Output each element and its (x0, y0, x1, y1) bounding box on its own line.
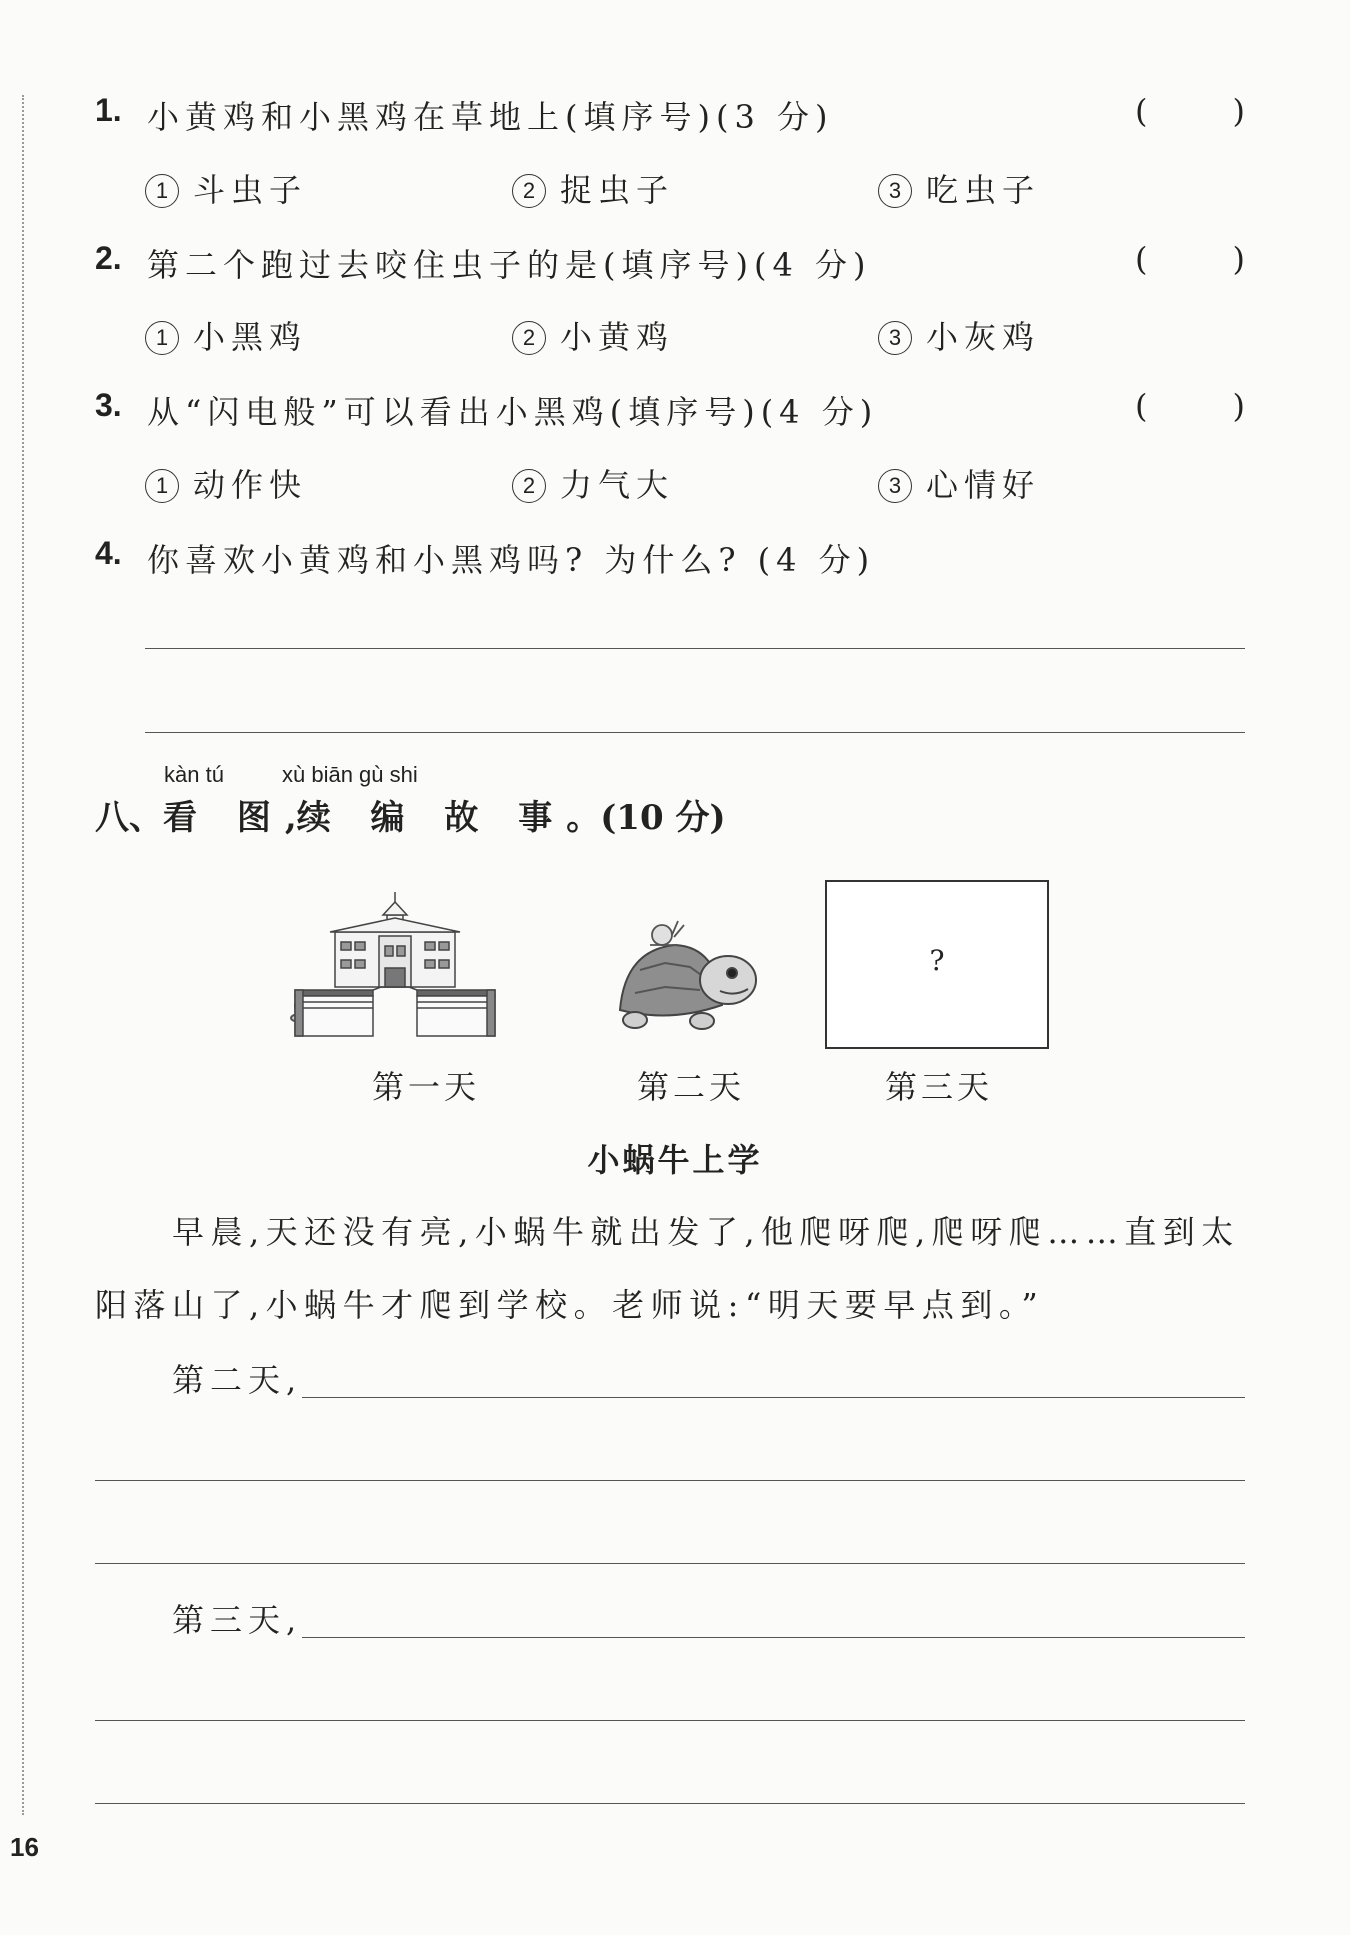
answer-line[interactable] (145, 648, 1245, 649)
snail-icon (650, 921, 684, 945)
circled-number-icon: 1 (145, 469, 179, 503)
writing-line[interactable] (95, 1803, 1245, 1804)
question-text: 你喜欢小黄鸡和小黑鸡吗? 为什么? (4 分) (147, 541, 876, 579)
day-two-label: 第二天, (172, 1361, 303, 1399)
question-1 (95, 92, 1245, 142)
circled-number-icon: 2 (512, 174, 546, 208)
option: 1 小黑鸡 (145, 312, 307, 358)
question-number: 4. (95, 535, 122, 571)
option: 3 小灰鸡 (878, 312, 1040, 358)
question-text: 第二个跑过去咬住虫子的是(填序号)(4 分) (147, 246, 872, 284)
writing-line[interactable] (302, 1637, 1245, 1638)
question-3 (95, 387, 1245, 437)
question-mark: ? (929, 944, 945, 977)
answer-blank[interactable]: ( ) (1135, 387, 1245, 425)
question-3-options (145, 460, 1145, 510)
option: 3 心情好 (878, 460, 1040, 506)
writing-line[interactable] (95, 1720, 1245, 1721)
writing-line[interactable] (95, 1480, 1245, 1481)
caption-day-three: 第三天 (885, 1068, 994, 1106)
pinyin-annotation: kàn tú (164, 762, 224, 787)
answer-blank[interactable]: ( ) (1135, 240, 1245, 278)
option: 3 吃虫子 (878, 165, 1040, 211)
question-4 (95, 535, 1245, 585)
school-snail-illustration (285, 890, 560, 1040)
question-number: 1. (95, 92, 122, 128)
answer-blank[interactable]: ( ) (1135, 92, 1245, 130)
option: 2 力气大 (512, 460, 674, 506)
circled-number-icon: 1 (145, 321, 179, 355)
story-paragraph-line: 阳落山了,小蜗牛才爬到学校。老师说:“明天要早点到。” (95, 1286, 1045, 1324)
question-1-options (145, 165, 1145, 215)
question-number: 3. (95, 387, 122, 423)
option: 1 斗虫子 (145, 165, 307, 211)
circled-number-icon: 3 (878, 174, 912, 208)
question-2-options (145, 312, 1145, 362)
page-number: 16 (10, 1832, 39, 1862)
circled-number-icon: 1 (145, 174, 179, 208)
school-building-icon (295, 892, 495, 1036)
pinyin-annotation: xù biān gù shi (282, 762, 418, 787)
binding-dotted-line (22, 95, 24, 1815)
third-day-picture-frame (825, 880, 1049, 1049)
question-2 (95, 240, 1245, 290)
question-number: 2. (95, 240, 122, 276)
story-paragraph-line: 早晨,天还没有亮,小蜗牛就出发了,他爬呀爬,爬呀爬……直到太 (172, 1213, 1240, 1251)
question-text: 从“闪电般”可以看出小黑鸡(填序号)(4 分) (147, 393, 879, 431)
circled-number-icon: 2 (512, 321, 546, 355)
circled-number-icon: 3 (878, 321, 912, 355)
circled-number-icon: 3 (878, 469, 912, 503)
question-text: 小黄鸡和小黑鸡在草地上(填序号)(3 分) (147, 98, 834, 136)
story-title: 小蜗牛上学 (587, 1141, 763, 1179)
caption-day-two: 第二天 (637, 1068, 746, 1106)
turtle-icon (620, 945, 756, 1029)
writing-line[interactable] (302, 1397, 1245, 1398)
circled-number-icon: 2 (512, 469, 546, 503)
option: 2 捉虫子 (512, 165, 674, 211)
option: 1 动作快 (145, 460, 307, 506)
day-three-label: 第三天, (172, 1601, 303, 1639)
writing-line[interactable] (95, 1563, 1245, 1564)
turtle-snail-illustration (610, 905, 760, 1040)
section-title: 八、看 图,续 编 故 事。(10 分) (95, 798, 726, 838)
caption-day-one: 第一天 (372, 1068, 481, 1106)
answer-line[interactable] (145, 732, 1245, 733)
option: 2 小黄鸡 (512, 312, 674, 358)
